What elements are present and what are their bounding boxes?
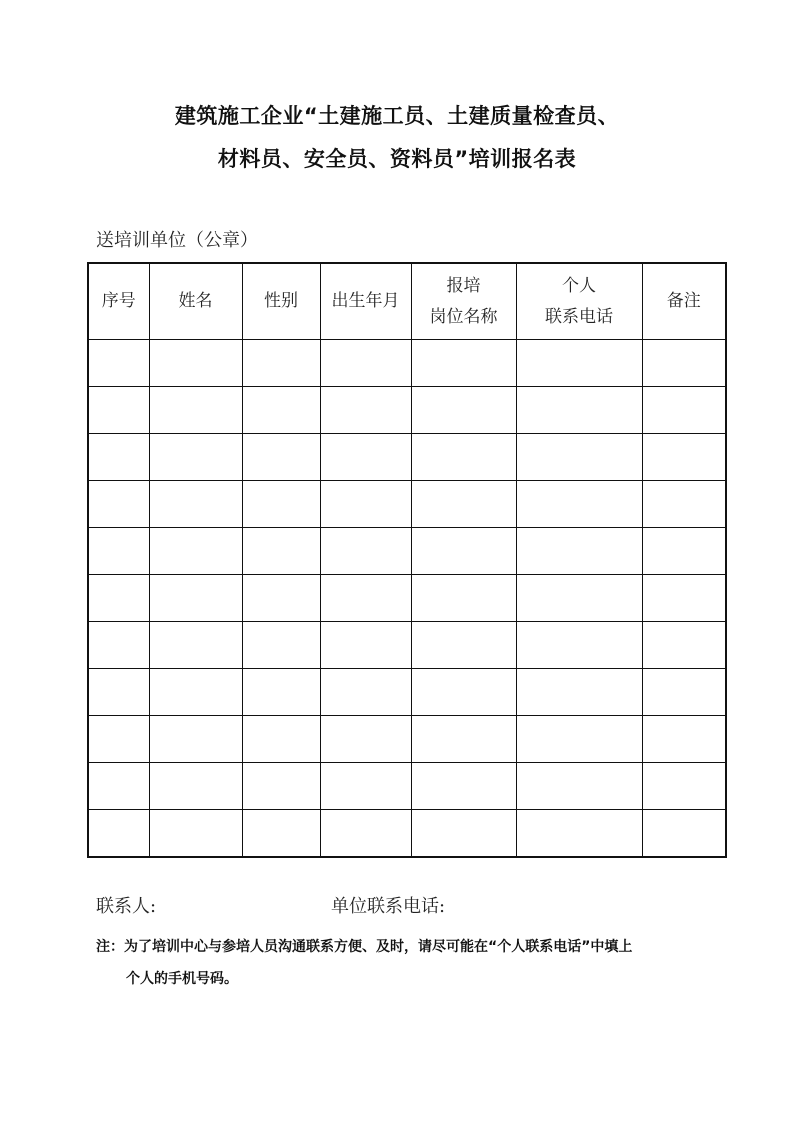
table-cell[interactable] <box>642 528 726 575</box>
table-row <box>88 434 726 481</box>
table-cell[interactable] <box>516 387 642 434</box>
registration-table <box>87 262 727 858</box>
table-cell[interactable] <box>411 669 516 716</box>
table-cell[interactable] <box>411 387 516 434</box>
column-header <box>411 263 516 340</box>
table-cell[interactable] <box>411 575 516 622</box>
column-header-text: 岗位名称 <box>429 306 498 327</box>
table-cell[interactable] <box>149 481 242 528</box>
table-cell[interactable] <box>320 434 411 481</box>
table-cell[interactable] <box>149 716 242 763</box>
table-cell[interactable] <box>242 434 320 481</box>
column-header <box>88 263 149 340</box>
table-cell[interactable] <box>242 387 320 434</box>
table-cell[interactable] <box>242 763 320 810</box>
table-cell[interactable] <box>149 669 242 716</box>
table-cell[interactable] <box>242 669 320 716</box>
table-cell[interactable] <box>516 575 642 622</box>
table-cell[interactable] <box>411 481 516 528</box>
table-cell[interactable] <box>242 622 320 669</box>
table-cell[interactable] <box>320 622 411 669</box>
column-header <box>320 263 411 340</box>
table-cell[interactable] <box>149 575 242 622</box>
table-cell[interactable] <box>242 810 320 858</box>
table-cell[interactable] <box>642 763 726 810</box>
table-cell[interactable] <box>88 763 149 810</box>
table-row <box>88 669 726 716</box>
table-row <box>88 575 726 622</box>
table-cell[interactable] <box>242 340 320 387</box>
table-cell[interactable] <box>516 340 642 387</box>
table-cell[interactable] <box>516 622 642 669</box>
table-cell[interactable] <box>149 810 242 858</box>
table-header-row <box>88 263 726 340</box>
table-row <box>88 387 726 434</box>
table-cell[interactable] <box>516 528 642 575</box>
table-cell[interactable] <box>320 340 411 387</box>
table-cell[interactable] <box>88 481 149 528</box>
table-cell[interactable] <box>320 575 411 622</box>
column-header-text: 备注 <box>666 291 701 311</box>
table-row <box>88 528 726 575</box>
table-cell[interactable] <box>320 763 411 810</box>
table-cell[interactable] <box>516 669 642 716</box>
column-header-text: 个人 <box>562 275 596 296</box>
table-cell[interactable] <box>88 528 149 575</box>
table-cell[interactable] <box>642 669 726 716</box>
table-cell[interactable] <box>411 340 516 387</box>
table-cell[interactable] <box>149 622 242 669</box>
table-cell[interactable] <box>642 716 726 763</box>
table-cell[interactable] <box>516 810 642 858</box>
table-row <box>88 716 726 763</box>
table-cell[interactable] <box>642 387 726 434</box>
table-cell[interactable] <box>642 810 726 858</box>
table-row <box>88 340 726 387</box>
column-header-text: 出生年月 <box>331 291 400 311</box>
table-cell[interactable] <box>149 528 242 575</box>
table-cell[interactable] <box>242 716 320 763</box>
table-cell[interactable] <box>411 716 516 763</box>
table-cell[interactable] <box>88 622 149 669</box>
column-header-text: 姓名 <box>178 291 213 311</box>
table-cell[interactable] <box>642 575 726 622</box>
column-header <box>516 263 642 340</box>
table-cell[interactable] <box>642 434 726 481</box>
table-cell[interactable] <box>149 434 242 481</box>
table-cell[interactable] <box>320 528 411 575</box>
table-cell[interactable] <box>516 481 642 528</box>
column-header-text: 联系电话 <box>545 306 613 327</box>
column-header-text: 报培 <box>446 275 481 296</box>
form-title-line-2: 材料员、安全员、资料员”培训报名表 <box>217 147 577 171</box>
table-cell[interactable] <box>320 669 411 716</box>
table-cell[interactable] <box>642 622 726 669</box>
table-cell[interactable] <box>320 716 411 763</box>
note-line-2: 个人的手机号码。 <box>126 971 238 987</box>
table-cell[interactable] <box>242 481 320 528</box>
column-header-text: 序号 <box>101 291 136 311</box>
table-row <box>88 763 726 810</box>
table-cell[interactable] <box>242 575 320 622</box>
table-cell[interactable] <box>411 810 516 858</box>
table-cell[interactable] <box>411 622 516 669</box>
table-cell[interactable] <box>149 340 242 387</box>
table-cell[interactable] <box>516 716 642 763</box>
table-cell[interactable] <box>516 434 642 481</box>
note-line-1: 注：为了培训中心与参培人员沟通联系方便、及时，请尽可能在“个人联系电话”中填上 <box>96 939 633 955</box>
table-cell[interactable] <box>642 481 726 528</box>
sending-unit-label: 送培训单位（公章） <box>96 230 258 251</box>
column-header <box>642 263 726 340</box>
table-cell[interactable] <box>411 763 516 810</box>
table-cell[interactable] <box>88 575 149 622</box>
contact-person-label: 联系人: <box>96 896 157 917</box>
table-cell[interactable] <box>88 669 149 716</box>
table-cell[interactable] <box>242 528 320 575</box>
table-cell[interactable] <box>411 528 516 575</box>
column-header <box>242 263 320 340</box>
table-cell[interactable] <box>149 387 242 434</box>
table-cell[interactable] <box>642 340 726 387</box>
unit-phone-label: 单位联系电话: <box>331 896 446 917</box>
table-row <box>88 810 726 858</box>
table-cell[interactable] <box>411 434 516 481</box>
table-cell[interactable] <box>88 387 149 434</box>
table-cell[interactable] <box>88 340 149 387</box>
table-cell[interactable] <box>320 810 411 858</box>
form-title-line-1: 建筑施工企业“土建施工员、土建质量检查员、 <box>174 104 620 128</box>
table-cell[interactable] <box>516 763 642 810</box>
table-cell[interactable] <box>320 387 411 434</box>
table-cell[interactable] <box>88 716 149 763</box>
column-header-text: 性别 <box>264 291 298 311</box>
table-row <box>88 481 726 528</box>
column-header <box>149 263 242 340</box>
table-cell[interactable] <box>88 434 149 481</box>
table-row <box>88 622 726 669</box>
table-cell[interactable] <box>149 763 242 810</box>
table-cell[interactable] <box>320 481 411 528</box>
table-cell[interactable] <box>88 810 149 858</box>
table-body <box>88 340 726 858</box>
